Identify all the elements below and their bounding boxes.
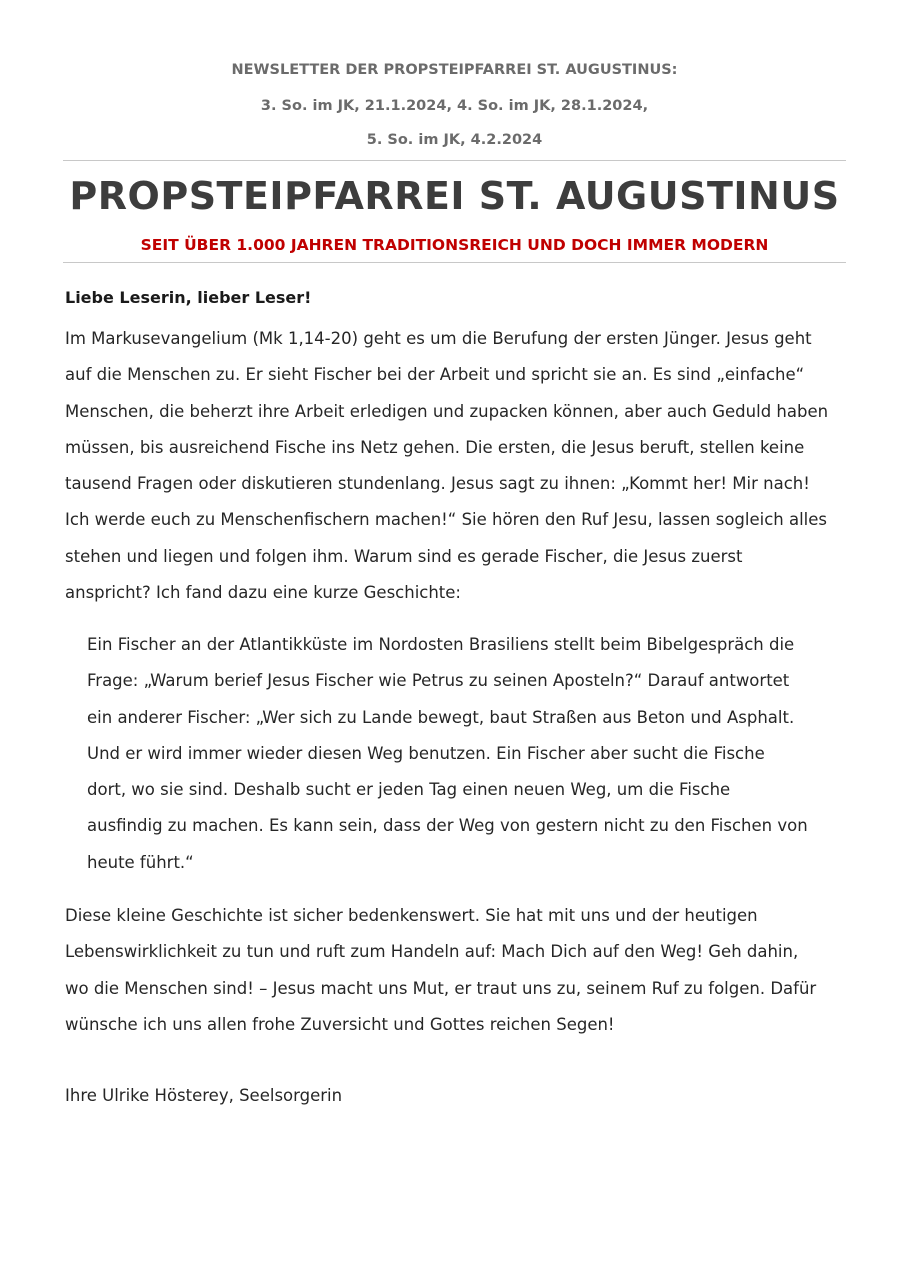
text-line: Frage: „Warum berief Jesus Fischer wie Petrus zu seinen Aposteln?“ Darauf antwortet: [87, 671, 790, 691]
text-line: Ein Fischer an der Atlantikküste im Nordosten Brasiliens stellt beim Bibelgespräch die: [87, 635, 795, 654]
divider-bottom: [63, 262, 846, 263]
text-line: Ich werde euch zu Menschenfischern machen!“ Sie hören den Ruf Jesu, lassen sogleich alles: [65, 510, 828, 530]
text-line: müssen, bis ausreichend Fische ins Netz gehen. Die ersten, die Jesus beruft, stellen keine: [65, 437, 805, 457]
text-line: tausend Fragen oder diskutieren stundenlang. Jesus sagt zu ihnen: „Kommt her! Mir nach!: [65, 474, 810, 494]
text-line: anspricht? Ich fand dazu eine kurze Geschichte:: [65, 583, 461, 603]
newsletter-title-line: NEWSLETTER DER PROPSTEIPFARREI ST. AUGUSTINUS:: [231, 62, 678, 78]
text-line: ein anderer Fischer: „Wer sich zu Lande bewegt, baut Straßen aus Beton und Asphalt.: [87, 707, 795, 727]
text-line: Diese kleine Geschichte ist sicher bedenkenswert. Sie hat mit uns und der heutigen: [65, 906, 758, 925]
text-line: Und er wird immer wieder diesen Weg benutzen. Ein Fischer aber sucht die Fische: [87, 743, 765, 763]
text-line: Menschen, die beherzt ihre Arbeit erledigen und zupacken können, aber auch Geduld haben: [65, 401, 829, 421]
text-line: dort, wo sie sind. Deshalb sucht er jeden Tag einen neuen Weg, um die Fische: [87, 780, 731, 800]
signature: Ihre Ulrike Hösterey, Seelsorgerin: [65, 1086, 343, 1105]
text-line: auf die Menschen zu. Er sieht Fischer bei der Arbeit und spricht sie an. Es sind „einfache“: [65, 365, 805, 385]
paragraph-closing: [65, 898, 816, 1043]
salutation: Liebe Leserin, lieber Leser!: [65, 288, 312, 307]
newsletter-dates-line: 3. So. im JK, 21.1.2024, 4. So. im JK, 28.1.2024,: [260, 98, 649, 114]
newsletter-dates-line-2: 5. So. im JK, 4.2.2024: [366, 132, 543, 148]
paragraph-intro: [65, 321, 828, 611]
page-title: PROPSTEIPFARREI ST. AUGUSTINUS: [69, 174, 840, 218]
quoted-story: [87, 627, 808, 881]
text-line: wünsche ich uns allen frohe Zuversicht und Gottes reichen Segen!: [65, 1014, 615, 1034]
divider-top: [63, 160, 846, 161]
text-line: ausfindig zu machen. Es kann sein, dass der Weg von gestern nicht zu den Fischen von: [87, 816, 808, 836]
text-line: heute führt.“: [87, 852, 194, 872]
text-line: Im Markusevangelium (Mk 1,14-20) geht es um die Berufung der ersten Jünger. Jesus geht: [65, 329, 812, 348]
page-subtitle: SEIT ÜBER 1.000 JAHREN TRADITIONSREICH UND DOCH IMMER MODERN: [140, 236, 769, 254]
text-line: wo die Menschen sind! – Jesus macht uns Mut, er traut uns zu, seinem Ruf zu folgen. Dafür: [65, 978, 817, 998]
text-line: stehen und liegen und folgen ihm. Warum sind es gerade Fischer, die Jesus zuerst: [65, 546, 743, 566]
text-line: Lebenswirklichkeit zu tun und ruft zum Handeln auf: Mach Dich auf den Weg! Geh dahin,: [65, 942, 799, 962]
